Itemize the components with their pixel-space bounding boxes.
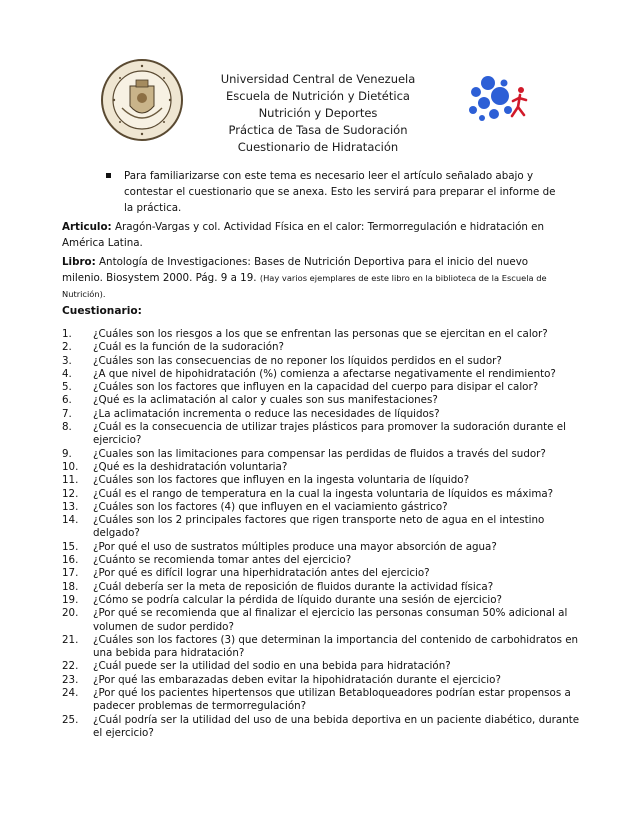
book-text: Antología de Investigaciones: Bases de Nutrición Deportiva para el inicio del nuevo milenio. Biosystem 2000. Pág. 9 a 19. <box>62 256 529 284</box>
intro-bullet-text: Para familiarizarse con este tema es necesario leer el artículo señalado abajo y contestar el cuestionario que se anexa. Esto les servirá para preparar el informe de la práctica. <box>124 170 556 214</box>
question-item <box>62 634 582 661</box>
bullet-square-icon <box>106 173 111 178</box>
document-header <box>210 71 426 156</box>
header-line-school: Escuela de Nutrición y Dietética <box>226 89 410 103</box>
question-text: ¿Por qué se recomienda que al finalizar el ejercicio las personas consuman 50% adicional al volumen de sudor perdido? <box>93 607 568 633</box>
header-line-university: Universidad Central de Venezuela <box>220 72 416 86</box>
question-item <box>62 660 582 673</box>
book-reference <box>62 254 562 302</box>
question-text: ¿Cuál es el rango de temperatura en la cual la ingesta voluntaria de líquidos es máxima? <box>93 487 554 500</box>
article-text: Aragón-Vargas y col. Actividad Física en el calor: Termorregulación e hidratación en América Latina. <box>62 221 545 249</box>
nutrition-sport-logo <box>460 70 550 142</box>
question-item <box>62 421 582 448</box>
question-text: ¿Cuáles son los factores que influyen en la capacidad del cuerpo para disipar el calor? <box>93 381 539 394</box>
question-item <box>62 554 582 567</box>
question-text: ¿Cuál es la función de la sudoración? <box>93 341 285 354</box>
question-text: ¿Por qué el uso de sustratos múltiples produce una mayor absorción de agua? <box>93 540 497 553</box>
question-item <box>62 541 582 554</box>
question-text: ¿Por qué es difícil lograr una hiperhidratación antes del ejercicio? <box>93 567 430 580</box>
question-text: ¿Qué es la deshidratación voluntaria? <box>93 460 288 473</box>
article-label: Articulo: <box>62 221 112 233</box>
question-text: ¿Cuál debería ser la meta de reposición de fluidos durante la actividad física? <box>93 580 494 593</box>
question-number: 3. <box>62 354 72 367</box>
question-text: ¿Cuáles son los factores (4) que influyen en el vaciamiento gástrico? <box>93 500 448 513</box>
question-item <box>62 408 582 421</box>
question-item <box>62 581 582 594</box>
question-item <box>62 341 582 354</box>
questionnaire-title: Cuestionario: <box>62 305 142 317</box>
question-item <box>62 501 582 514</box>
question-number: 17. <box>62 567 79 580</box>
question-item <box>62 714 582 741</box>
question-number: 2. <box>62 341 72 354</box>
book-label: Libro: <box>62 256 96 268</box>
question-text: ¿A que nivel de hipohidratación (%) comienza a afectarse negativamente el rendimiento? <box>93 367 556 380</box>
question-number: 5. <box>62 381 72 394</box>
question-item <box>62 514 582 541</box>
question-number: 25. <box>62 713 79 726</box>
question-number: 9. <box>62 447 72 460</box>
question-text: ¿Cuáles son los 2 principales factores que rigen transporte neto de agua en el intestino delgado? <box>93 514 545 540</box>
question-text: ¿Por qué los pacientes hipertensos que utilizan Betabloqueadores podrían estar propensos a padecer problemas de termorregulación? <box>93 687 571 713</box>
question-item <box>62 474 582 487</box>
question-text: ¿Cuánto se recomienda tomar antes del ejercicio? <box>93 554 352 567</box>
question-text: ¿Cuáles son las consecuencias de no reponer los líquidos perdidos en el sudor? <box>93 354 502 367</box>
question-number: 18. <box>62 580 79 593</box>
question-number: 14. <box>62 514 79 527</box>
header-line-practice: Práctica de Tasa de Sudoración <box>228 123 408 137</box>
question-item <box>62 368 582 381</box>
question-text: ¿La aclimatación incrementa o reduce las necesidades de líquidos? <box>93 407 440 420</box>
question-item <box>62 594 582 607</box>
book-note: (Hay varios ejemplares de este libro en la biblioteca de la Escuela de Nutrición). <box>62 273 547 299</box>
question-number: 12. <box>62 487 79 500</box>
question-text: ¿Cuáles son los riesgos a los que se enfrentan las personas que se ejercitan en el calor? <box>93 328 548 340</box>
question-number: 22. <box>62 660 79 673</box>
questions-list <box>62 328 582 740</box>
question-number: 21. <box>62 633 79 646</box>
question-number: 8. <box>62 421 72 434</box>
question-item <box>62 674 582 687</box>
question-item <box>62 461 582 474</box>
question-text: ¿Cuál podría ser la utilidad del uso de una bebida deportiva en un paciente diabético, durante el ejercicio? <box>93 713 580 739</box>
question-number: 7. <box>62 407 72 420</box>
question-item <box>62 394 582 407</box>
question-text: ¿Cuál puede ser la utilidad del sodio en una bebida para hidratación? <box>93 660 451 673</box>
question-number: 15. <box>62 540 79 553</box>
question-text: ¿Cómo se podría calcular la pérdida de líquido durante una sesión de ejercicio? <box>93 593 502 606</box>
question-number: 10. <box>62 460 79 473</box>
question-item <box>62 567 582 580</box>
question-item <box>62 381 582 394</box>
question-item <box>62 328 582 341</box>
question-item <box>62 607 582 634</box>
intro-bullet <box>124 168 564 216</box>
header-line-questionnaire: Cuestionario de Hidratación <box>237 140 399 154</box>
question-number: 11. <box>62 474 79 487</box>
question-number: 24. <box>62 687 79 700</box>
question-number: 16. <box>62 554 79 567</box>
article-reference <box>62 219 562 251</box>
question-number: 19. <box>62 593 79 606</box>
question-text: ¿Cuáles son los factores que influyen en la ingesta voluntaria de líquido? <box>93 474 470 487</box>
question-text: ¿Qué es la aclimatación al calor y cuales son sus manifestaciones? <box>93 394 438 407</box>
question-text: ¿Cuáles son los factores (3) que determinan la importancia del contenido de carbohidratos en una bebida para hidratación? <box>93 633 579 660</box>
question-item <box>62 488 582 501</box>
question-number: 1. <box>62 328 72 340</box>
question-text: ¿Cuál es la consecuencia de utilizar trajes plásticos para promover la sudoración durante el ejercicio? <box>93 421 566 447</box>
question-number: 13. <box>62 500 79 513</box>
university-seal-logo <box>100 58 184 142</box>
question-item <box>62 448 582 461</box>
question-text: ¿Cuales son las limitaciones para compensar las perdidas de fluidos a través del sudor? <box>93 447 546 460</box>
question-item <box>62 687 582 714</box>
question-text: ¿Por qué las embarazadas deben evitar la hipohidratación durante el ejercicio? <box>93 673 501 686</box>
question-number: 20. <box>62 607 79 620</box>
question-number: 4. <box>62 367 72 380</box>
question-number: 23. <box>62 673 79 686</box>
question-number: 6. <box>62 394 72 407</box>
question-item <box>62 355 582 368</box>
header-line-subject: Nutrición y Deportes <box>258 106 378 120</box>
